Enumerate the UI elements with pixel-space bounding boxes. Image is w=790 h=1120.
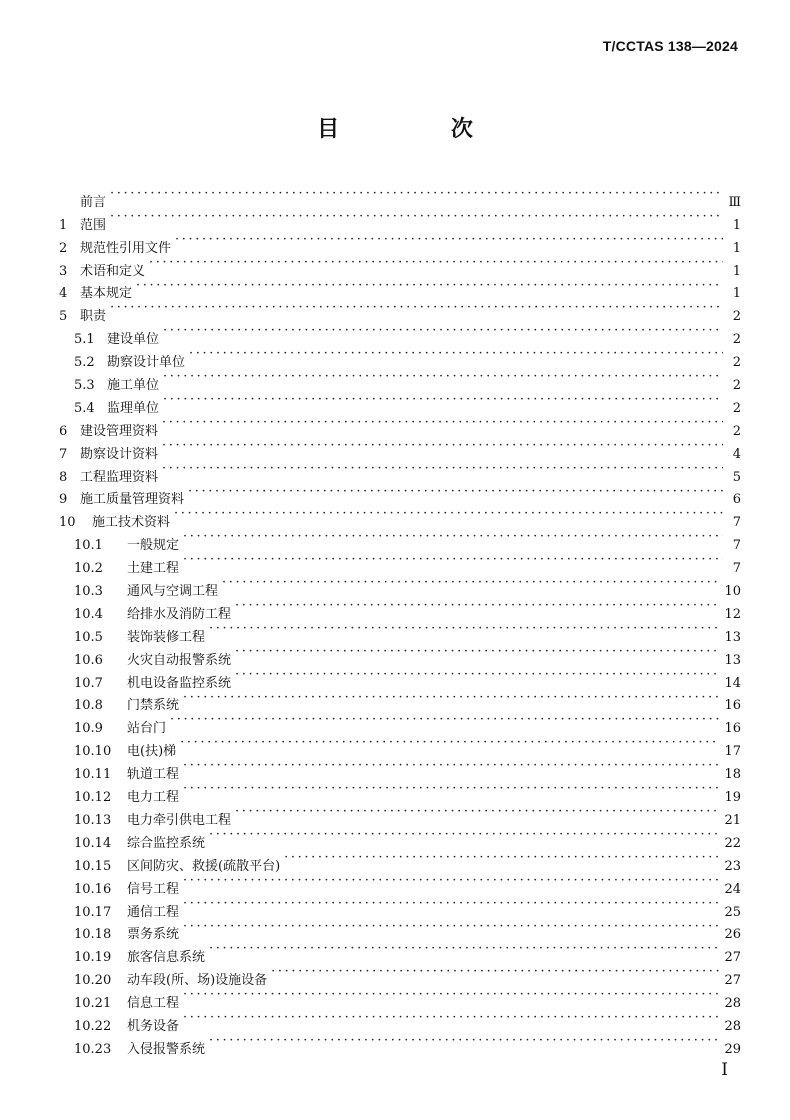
toc-entry[interactable] [59,275,741,302]
dot-leader [162,412,723,435]
dot-leader [110,206,723,229]
dot-leader [235,595,720,618]
dot-leader [183,755,720,778]
toc-entry-number: 10.12 [74,790,112,806]
dot-leader [188,481,723,504]
toc-entry[interactable] [59,458,741,485]
toc-entry-page: 7 [732,515,741,531]
toc-entry-title: 机电设备监控系统 [127,675,232,691]
toc-entry-number: 3 [59,263,68,279]
toc-entry-number: 5 [59,309,68,325]
toc-entry-number: 10.8 [74,698,103,714]
dot-leader [222,572,720,595]
toc-entry-page: 29 [724,1041,741,1057]
toc-entry-number: 10.11 [74,767,112,783]
dot-leader [110,183,723,206]
toc-entry-page: Ⅲ [728,194,741,210]
toc-entry-page: 19 [724,790,741,806]
toc-entry-title: 电力牵引供电工程 [127,812,232,828]
toc-entry-title: 土建工程 [127,561,180,577]
toc-entry-title: 工程监理资料 [80,469,159,485]
toc-entry-page: 12 [724,606,741,622]
table-of-contents [59,183,741,1057]
toc-entry-page: 17 [724,744,741,760]
toc-entry[interactable] [59,229,741,256]
toc-entry-page: 7 [732,561,741,577]
toc-entry-page: 7 [732,538,741,554]
toc-entry-title: 电力工程 [127,790,180,806]
toc-entry-title: 职责 [80,309,107,325]
dot-leader [183,870,720,893]
toc-entry-title: 动车段(所、场)设施设备 [127,973,268,989]
dot-leader [180,732,720,755]
toc-entry-title: 一般规定 [127,538,180,554]
toc-entry-title: 装饰装修工程 [127,629,206,645]
toc-entry-page: 28 [724,996,741,1012]
dot-leader [183,687,720,710]
toc-entry-page: 13 [724,652,741,668]
dot-leader [162,458,723,481]
dot-leader [183,916,720,939]
toc-entry-page: 2 [732,400,741,416]
toc-entry-number: 10.7 [74,675,103,691]
toc-entry-page: 1 [732,217,741,233]
toc-entry-number: 10.16 [74,881,112,897]
toc-entry-page: 2 [732,332,741,348]
toc-entry-number: 1 [59,217,68,233]
toc-entry-number: 8 [59,469,68,485]
toc-entry-page: 16 [724,721,741,737]
toc-entry-page: 18 [724,767,741,783]
page-number: I [721,1060,728,1080]
toc-entry-title: 入侵报警系统 [127,1041,206,1057]
toc-entry-page: 27 [724,950,741,966]
toc-entry-title: 轨道工程 [127,767,180,783]
dot-leader [235,801,720,824]
dot-leader [162,435,723,458]
toc-entry-number: 10.9 [74,721,103,737]
dot-leader [189,343,723,366]
toc-entry[interactable] [59,435,741,462]
toc-entry-number: 7 [59,446,68,462]
toc-entry-number: 10.3 [74,584,103,600]
dot-leader [209,618,720,641]
toc-entry-title: 前言 [80,194,107,210]
dot-leader [174,503,723,526]
toc-entry-number: 5.4 [74,400,95,416]
toc-entry-number: 10.2 [74,561,103,577]
toc-entry-title: 勘察设计资料 [80,446,159,462]
toc-entry-title: 勘察设计单位 [107,355,186,371]
toc-entry-page: 22 [724,835,741,851]
toc-entry-title: 站台门 [127,721,167,737]
toc-entry-page: 2 [732,355,741,371]
toc-entry-title: 火灾自动报警系统 [127,652,232,668]
dot-leader [183,526,723,549]
dot-leader [110,297,723,320]
toc-entry-title: 信息工程 [127,996,180,1012]
toc-entry-number: 10.19 [74,950,112,966]
dot-leader [271,961,720,984]
toc-entry-number: 10.23 [74,1041,112,1057]
dot-leader [183,778,720,801]
toc-entry-page: 28 [724,1018,741,1034]
toc-entry-title: 给排水及消防工程 [127,606,232,622]
toc-entry[interactable] [59,320,741,348]
toc-entry[interactable] [59,206,741,233]
dot-leader [209,1030,720,1053]
toc-entry-page: 25 [724,904,741,920]
toc-entry-page: 14 [724,675,741,691]
dot-leader [163,389,723,412]
toc-entry-title: 电(扶)梯 [127,744,177,760]
toc-entry-number: 10.5 [74,629,103,645]
toc-entry-page: 26 [724,927,741,943]
toc-entry[interactable] [59,183,741,210]
toc-entry-number: 9 [59,492,68,508]
toc-entry-page: 23 [724,858,741,874]
toc-entry-title: 监理单位 [107,400,160,416]
toc-entry-number: 10.21 [74,996,112,1012]
toc-entry-page: 13 [724,629,741,645]
toc-entry-page: 16 [724,698,741,714]
toc-entry-number: 5.2 [74,355,95,371]
toc-entry-title: 门禁系统 [127,698,180,714]
toc-entry-title: 建设管理资料 [80,423,159,439]
toc-entry-title: 施工单位 [107,378,160,394]
toc-entry-title: 旅客信息系统 [127,950,206,966]
toc-entry-page: 27 [724,973,741,989]
toc-entry-number: 6 [59,423,68,439]
toc-entry-title: 综合监控系统 [127,835,206,851]
toc-entry-page: 24 [724,881,741,897]
toc-entry-title: 施工技术资料 [92,515,171,531]
toc-entry-title: 通风与空调工程 [127,584,219,600]
toc-entry-number: 10.10 [74,744,112,760]
toc-entry-number: 10.13 [74,812,112,828]
dot-leader [175,229,723,252]
toc-entry-number: 10.17 [74,904,112,920]
toc-entry-number: 10.4 [74,606,103,622]
toc-entry-page: 4 [732,446,741,462]
toc-entry-page: 1 [732,286,741,302]
dot-leader [209,938,720,961]
toc-entry-number: 10.14 [74,835,112,851]
toc-entry-page: 6 [732,492,741,508]
toc-entry-number: 10.1 [74,538,103,554]
toc-entry-number: 10.18 [74,927,112,943]
dot-leader [284,847,720,870]
dot-leader [163,320,723,343]
toc-entry-page: 2 [732,378,741,394]
dot-leader [235,664,720,687]
dot-leader [163,366,723,389]
toc-entry[interactable] [59,252,741,279]
toc-entry-number: 10.22 [74,1018,112,1034]
toc-entry-title: 票务系统 [127,927,180,943]
toc-entry-title: 通信工程 [127,904,180,920]
dot-leader [183,549,723,572]
dot-leader [149,252,723,275]
toc-entry-title: 区间防灾、救援(疏散平台) [127,858,281,874]
toc-entry-page: 1 [732,263,741,279]
toc-entry[interactable] [59,297,741,325]
toc-entry-page: 1 [732,240,741,256]
toc-entry[interactable] [59,412,741,439]
toc-entry-title: 施工质量管理资料 [80,492,185,508]
dot-leader [235,641,720,664]
toc-entry-page: 2 [732,423,741,439]
toc-entry-title: 信号工程 [127,881,180,897]
dot-leader [209,824,720,847]
toc-entry-title: 术语和定义 [80,263,146,279]
toc-entry-number: 5.3 [74,378,95,394]
toc-entry-page: 5 [732,469,741,485]
toc-entry-title: 范围 [80,217,107,233]
dot-leader [183,893,720,916]
toc-entry-number: 10.20 [74,973,112,989]
toc-entry-title: 规范性引用文件 [80,240,172,256]
page-title: 目 次 [317,117,525,142]
toc-entry-title: 建设单位 [107,332,160,348]
toc-entry-page: 2 [732,309,741,325]
toc-entry-number: 10.6 [74,652,103,668]
toc-entry-number: 10 [59,515,76,531]
toc-entry-number: 5.1 [74,332,95,348]
toc-entry-number: 4 [59,286,68,302]
document-code: T/CCTAS 138—2024 [602,38,738,54]
dot-leader [183,984,720,1007]
dot-leader [183,1007,720,1030]
toc-entry-number: 2 [59,240,68,256]
toc-entry-title: 基本规定 [80,286,133,302]
dot-leader [170,709,720,732]
toc-entry-number: 10.15 [74,858,112,874]
toc-entry-page: 21 [724,812,741,828]
toc-entry-page: 10 [724,584,741,600]
dot-leader [136,275,723,298]
toc-entry-title: 机务设备 [127,1018,180,1034]
